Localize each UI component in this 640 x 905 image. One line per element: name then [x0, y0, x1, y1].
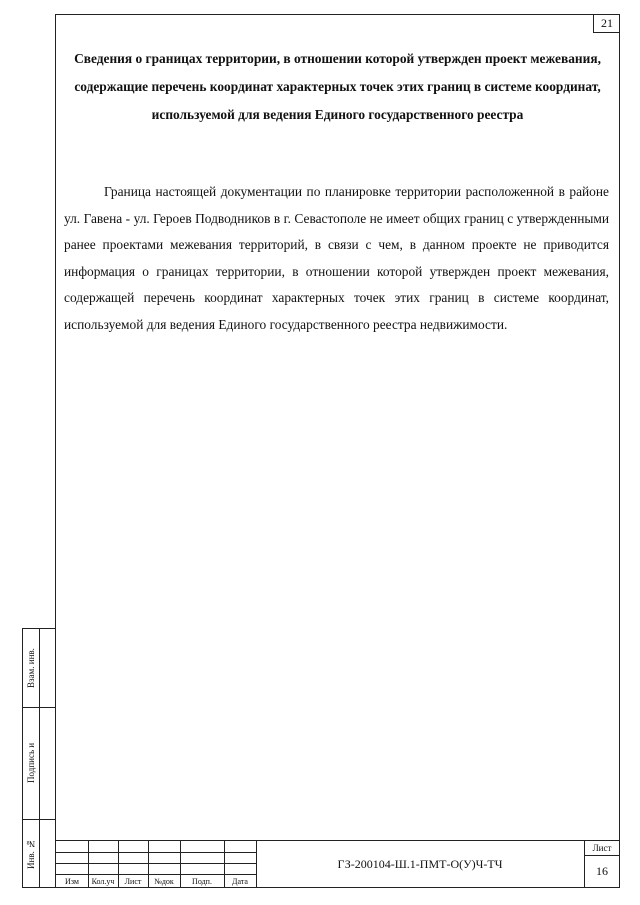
stamp-row-line	[56, 852, 256, 853]
body-paragraph: Граница настоящей документации по планировке территории расположенной в районе ул. Гавена - ул. Героев Подводников в г. Севастополе не имеет общих границ с утвержденными ранее проектами межевания территорий, в связи с чем, в данном проекте не приводится информация о границах территории, в отношении которой утвержден проект межевания, содержащей перечень координат характерных точек этих границ в системе координат, используемой для ведения Единого государственного реестра недвижимости.	[64, 184, 609, 332]
stamp-label-data: Дата	[232, 877, 248, 886]
stamp-labels	[56, 875, 256, 887]
side-strip	[22, 628, 55, 888]
page-frame	[55, 14, 620, 888]
side-label-vzam-inv: Взам. инв.	[26, 648, 36, 688]
side-label-inv-no: Инв. №	[26, 838, 36, 870]
document-title: Сведения о границах территории, в отношении которой утвержден проект межевания, содержащие перечень координат характерных точек этих границ в системе координат, используемой для ведения Единого государственного реестра	[74, 51, 601, 122]
sheet-label: Лист	[585, 841, 619, 856]
stamp-label-kol-uch: Кол.уч	[91, 877, 115, 886]
side-strip-inner	[39, 629, 57, 887]
title-block-stamp	[56, 840, 619, 887]
stamp-label-ndok: №док	[154, 877, 174, 886]
stamp-label-izm: Изм	[65, 877, 79, 886]
sheet-box	[585, 841, 619, 887]
stamp-label-podp: Подп.	[192, 877, 212, 886]
document-code: ГЗ-200104-Ш.1-ПМТ-О(У)Ч-ТЧ	[256, 841, 585, 887]
sheet-number: 16	[596, 863, 608, 878]
side-label-podpis: Подпись и	[26, 742, 36, 784]
stamp-row-line	[56, 863, 256, 864]
page-number: 21	[593, 14, 620, 33]
stamp-label-list: Лист	[124, 877, 142, 886]
